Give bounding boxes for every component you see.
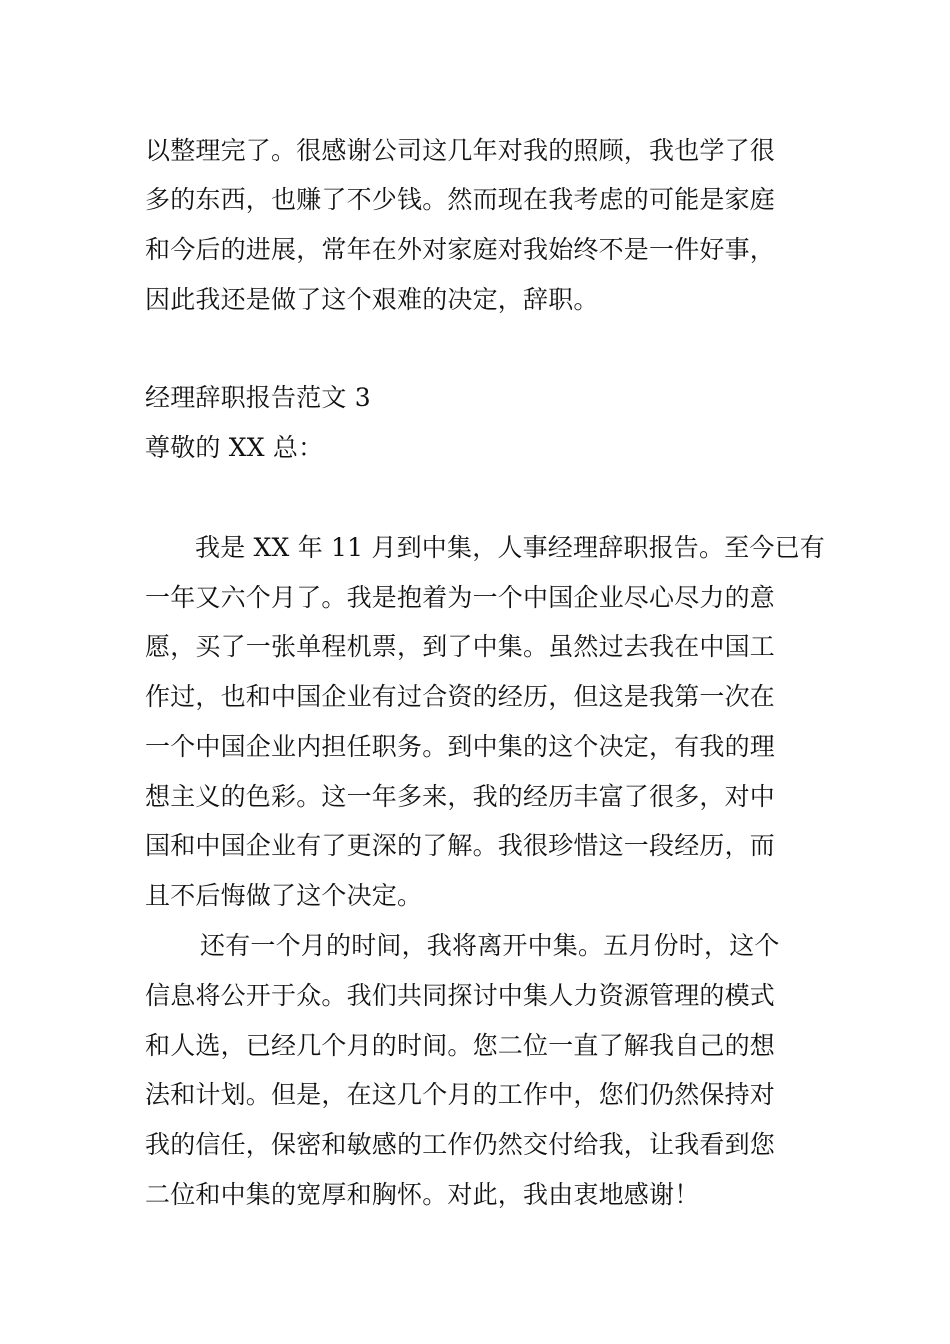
paragraph-line: 以整理完了。很感谢公司这几年对我的照顾，我也学了很	[145, 136, 776, 165]
paragraph-line: 法和计划。但是，在这几个月的工作中，您们仍然保持对	[145, 1080, 776, 1109]
paragraph-line: 我是 XX 年 11 月到中集，人事经理辞职报告。至今已有	[195, 533, 825, 562]
paragraph-line: 信息将公开于众。我们共同探讨中集人力资源管理的模式	[145, 981, 776, 1010]
paragraph-line: 二位和中集的宽厚和胸怀。对此，我由衷地感谢！	[145, 1180, 700, 1209]
paragraph-line: 和今后的进展，常年在外对家庭对我始终不是一件好事，	[145, 235, 776, 264]
salutation: 尊敬的 XX 总：	[145, 433, 324, 462]
paragraph-line: 一个中国企业内担任职务。到中集的这个决定，有我的理	[145, 732, 776, 761]
paragraph-line: 多的东西，也赚了不少钱。然而现在我考虑的可能是家庭	[145, 185, 776, 214]
paragraph-line: 我的信任，保密和敏感的工作仍然交付给我，让我看到您	[145, 1130, 776, 1159]
paragraph-line: 因此我还是做了这个艰难的决定，辞职。	[145, 285, 599, 314]
paragraph-line: 愿，买了一张单程机票，到了中集。虽然过去我在中国工	[145, 632, 776, 661]
paragraph-line: 一年又六个月了。我是抱着为一个中国企业尽心尽力的意	[145, 583, 776, 612]
paragraph-line: 想主义的色彩。这一年多来，我的经历丰富了很多，对中	[145, 782, 776, 811]
paragraph-line: 还有一个月的时间，我将离开中集。五月份时，这个	[200, 931, 780, 960]
section-title: 经理辞职报告范文 3	[145, 383, 371, 412]
paragraph-line: 国和中国企业有了更深的了解。我很珍惜这一段经历，而	[145, 831, 776, 860]
paragraph-line: 且不后悔做了这个决定。	[145, 881, 423, 910]
paragraph-line: 和人选，已经几个月的时间。您二位一直了解我自己的想	[145, 1031, 776, 1060]
paragraph-line: 作过，也和中国企业有过合资的经历，但这是我第一次在	[145, 682, 776, 711]
